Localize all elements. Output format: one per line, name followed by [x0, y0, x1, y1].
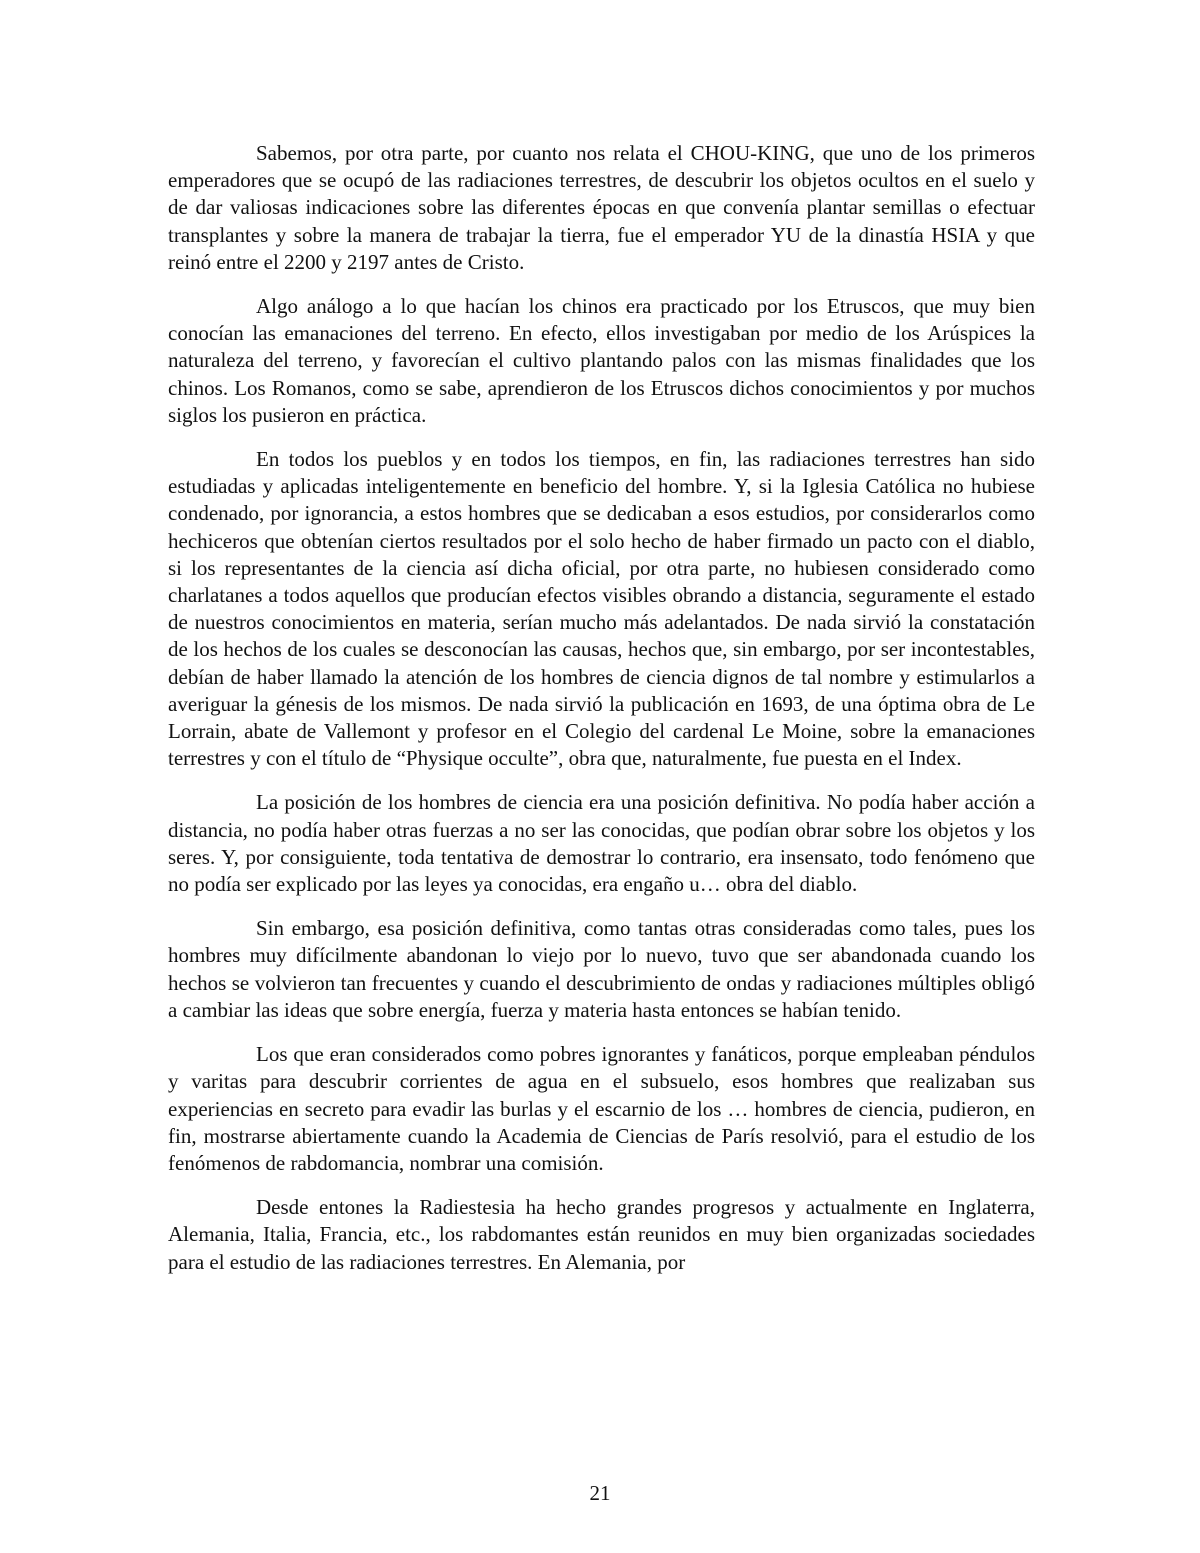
page-number: 21: [589, 1481, 611, 1505]
paragraph-6: Los que eran considerados como pobres ignorantes y fanáticos, porque empleaban péndulos y varitas para descubrir corrientes de agua en el subsuelo, esos hombres que realizaban sus experiencias en secreto para evadir las burlas y el escarnio de los … hombres de ciencia, pudieron, en fin, mostrarse abiertamente cuando la Academia de Ciencias de París resolvió, para el estudio de los fenómenos de rabdomancia, nombrar una comisión.: [168, 1042, 1035, 1175]
paragraph-2: Algo análogo a lo que hacían los chinos era practicado por los Etruscos, que muy bien conocían las emanaciones del terreno. En efecto, ellos investigaban por medio de los Arúspices la naturaleza del terreno, y favorecían el cultivo plantando palos con las mismas finalidades que los chinos. Los Romanos, como se sabe, aprendieron de los Etruscos dichos conocimientos y por muchos siglos los pusieron en práctica.: [168, 294, 1035, 427]
paragraph-3: En todos los pueblos y en todos los tiempos, en fin, las radiaciones terrestres han sido estudiadas y aplicadas inteligentemente en beneficio del hombre. Y, si la Iglesia Católica no hubiese condenado, por ignorancia, a estos hombres que se dedicaban a esos estudios, por considerarlos como hechiceros que obtenían ciertos resultados por el solo hecho de haber firmado un pacto con el diablo, si los representantes de la ciencia así dicha oficial, por otra parte, no hubiesen considerado como charlatanes a todos aquellos que producían efectos visibles obrando a distancia, seguramente el estado de nuestros conocimientos en materia, serían mucho más adelantados. De nada sirvió la constatación de los hechos de los cuales se desconocían las causas, hechos que, sin embargo, por ser incontestables, debían de haber llamado la atención de los hombres de ciencia dignos de tal nombre y estimularlos a averiguar la génesis de los mismos. De nada sirvió la publicación en 1693, de una óptima obra de Le Lorrain, abate de Vallemont y profesor en el Colegio del cardenal Le Moine, sobre la emanaciones terrestres y con el título de “Physique occulte”, obra que, naturalmente, fue puesta en el Index.: [168, 447, 1035, 771]
paragraph-7: Desde entones la Radiestesia ha hecho grandes progresos y actualmente en Inglaterra, Alemania, Italia, Francia, etc., los rabdomantes están reunidos en muy bien organizadas sociedades para el estudio de las radiaciones terrestres. En Alemania, por: [168, 1195, 1035, 1274]
paragraph-1: Sabemos, por otra parte, por cuanto nos relata el CHOU-KING, que uno de los primeros emperadores que se ocupó de las radiaciones terrestres, de descubrir los objetos ocultos en el suelo y de dar valiosas indicaciones sobre las diferentes épocas en que convenía plantar semillas o efectuar transplantes y sobre la manera de trabajar la tierra, fue el emperador YU de la dinastía HSIA y que reinó entre el 2200 y 2197 antes de Cristo.: [168, 141, 1035, 274]
paragraph-5: Sin embargo, esa posición definitiva, como tantas otras consideradas como tales, pues los hombres muy difícilmente abandonan lo viejo por lo nuevo, tuvo que ser abandonada cuando los hechos se volvieron tan frecuentes y cuando el descubrimiento de ondas y radiaciones múltiples obligó a cambiar las ideas que sobre energía, fuerza y materia hasta entonces se habían tenido.: [168, 916, 1035, 1022]
paragraph-4: La posición de los hombres de ciencia era una posición definitiva. No podía haber acción a distancia, no podía haber otras fuerzas a no ser las conocidas, que podían obrar sobre los objetos y los seres. Y, por consiguiente, toda tentativa de demostrar lo contrario, era insensato, todo fenómeno que no podía ser explicado por las leyes ya conocidas, era engaño u… obra del diablo.: [168, 790, 1035, 897]
page-body: [168, 140, 1035, 1293]
